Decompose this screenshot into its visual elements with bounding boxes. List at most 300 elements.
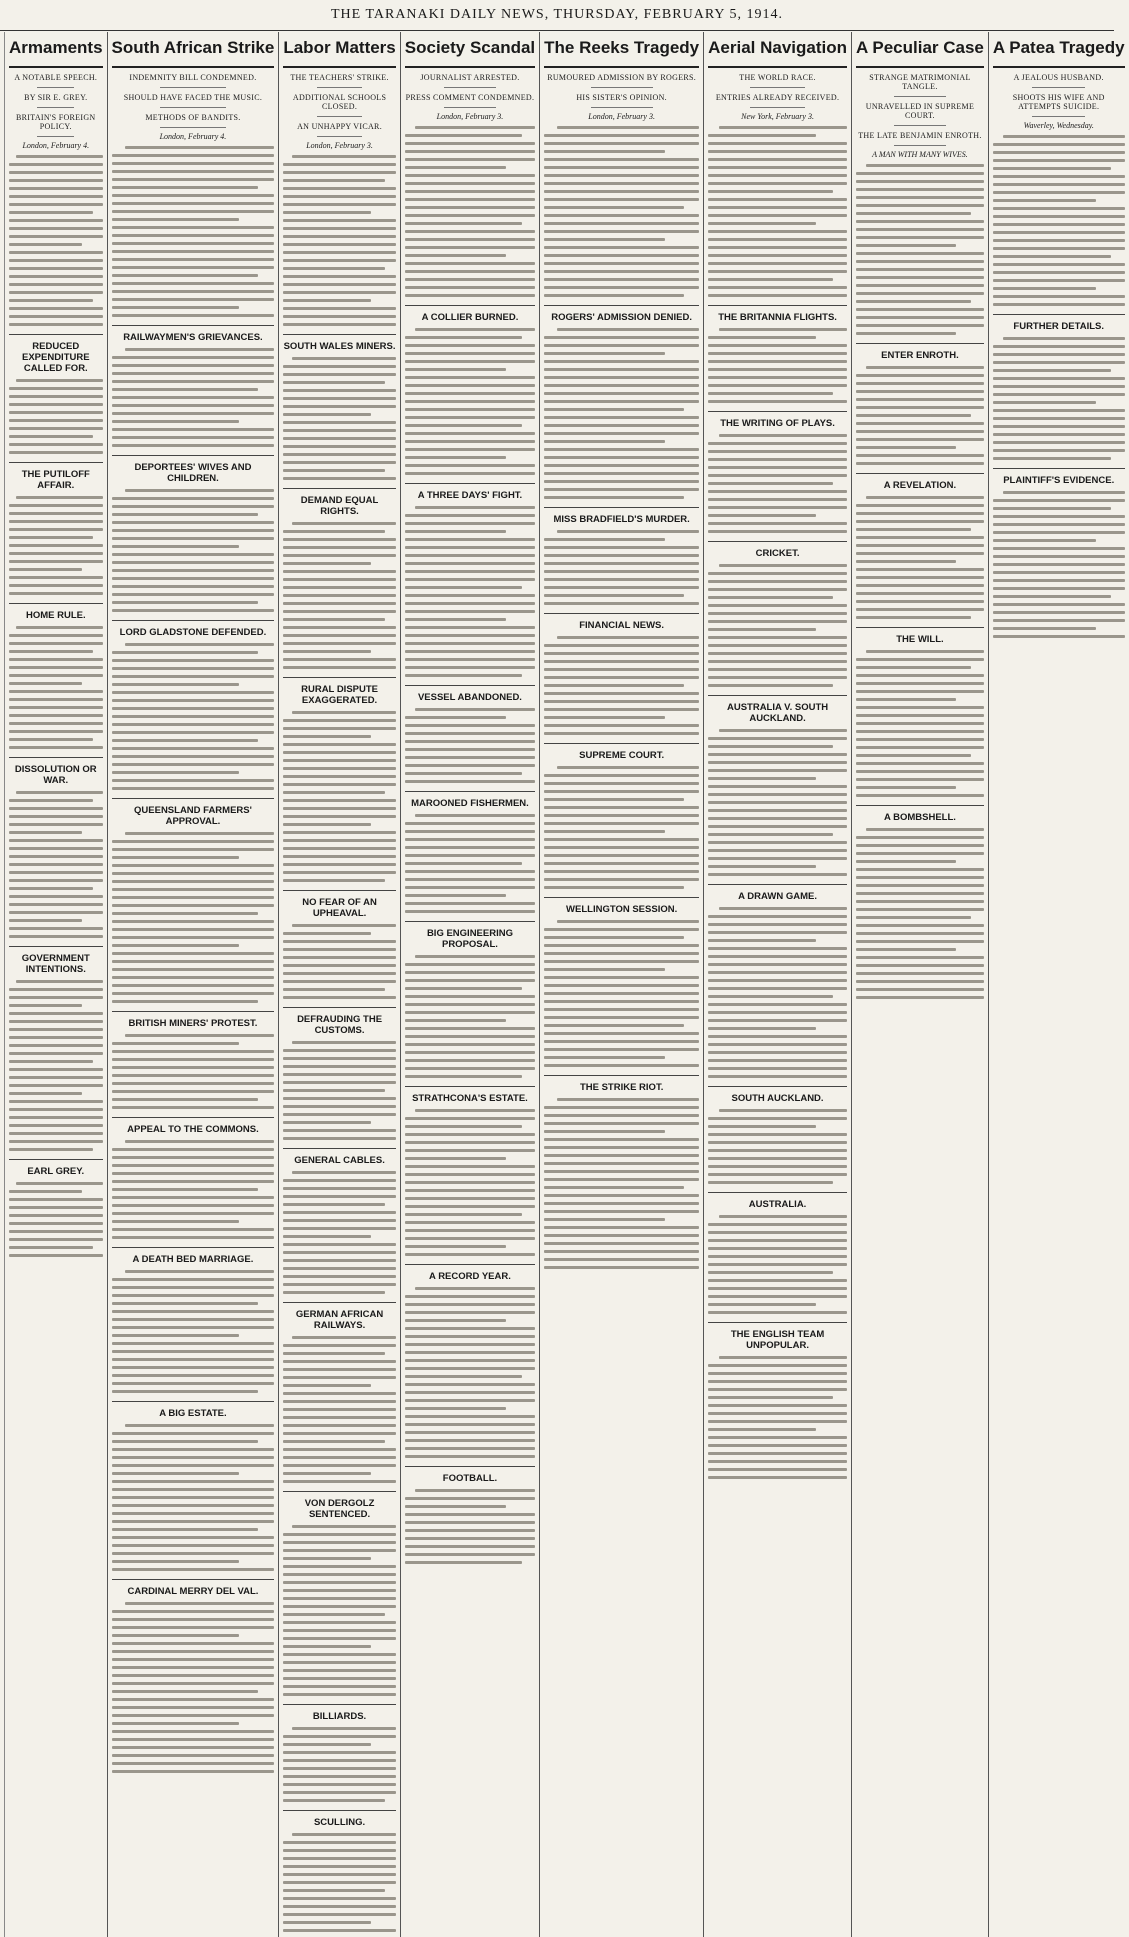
text-line xyxy=(9,592,103,595)
text-line xyxy=(544,928,699,931)
text-line xyxy=(283,1432,395,1435)
text-line xyxy=(405,756,535,759)
text-line xyxy=(283,195,395,198)
text-line xyxy=(125,1270,275,1273)
text-line xyxy=(708,482,833,485)
text-line xyxy=(405,134,522,137)
text-line xyxy=(112,880,275,883)
section-heading: LORD GLADSTONE DEFENDED. xyxy=(112,620,275,638)
text-line xyxy=(708,278,833,281)
text-line xyxy=(708,1059,847,1062)
text-line xyxy=(993,271,1125,274)
text-line xyxy=(544,1266,699,1269)
text-line xyxy=(544,416,699,419)
text-line xyxy=(112,1164,275,1167)
text-line xyxy=(405,1423,535,1426)
text-line xyxy=(292,1727,395,1730)
text-line xyxy=(708,392,833,395)
text-line xyxy=(993,571,1125,574)
article-body xyxy=(856,164,984,335)
text-line xyxy=(708,174,847,177)
article-body xyxy=(708,907,847,1078)
text-line xyxy=(856,844,984,847)
text-line xyxy=(544,464,699,467)
text-line xyxy=(9,267,103,270)
text-line xyxy=(9,427,103,430)
text-line xyxy=(544,344,699,347)
text-line xyxy=(405,1351,535,1354)
text-line xyxy=(9,1020,103,1023)
text-line xyxy=(112,436,275,439)
article-body xyxy=(283,1336,395,1483)
text-line xyxy=(405,1253,535,1256)
text-line xyxy=(993,279,1125,282)
text-line xyxy=(283,1187,395,1190)
text-line xyxy=(405,1067,535,1070)
text-line xyxy=(405,1415,535,1418)
text-line xyxy=(544,798,683,801)
text-line xyxy=(283,1472,371,1475)
text-line xyxy=(856,374,984,377)
text-line xyxy=(283,1195,395,1198)
text-line xyxy=(9,1206,103,1209)
text-line xyxy=(112,1432,275,1435)
text-line xyxy=(112,1294,275,1297)
text-line xyxy=(708,270,847,273)
text-line xyxy=(283,461,395,464)
article-body xyxy=(112,146,275,317)
text-line xyxy=(856,260,984,263)
text-line xyxy=(708,628,816,631)
text-line xyxy=(9,520,103,523)
text-line xyxy=(283,1384,371,1387)
text-line xyxy=(405,1205,535,1208)
text-line xyxy=(993,385,1125,388)
text-line xyxy=(112,1172,275,1175)
text-line xyxy=(405,1149,535,1152)
text-line xyxy=(112,1512,275,1515)
text-line xyxy=(112,1568,275,1571)
text-line xyxy=(9,1140,103,1143)
text-line xyxy=(283,453,395,456)
text-line xyxy=(856,584,984,587)
text-line xyxy=(708,254,847,257)
text-line xyxy=(544,960,699,963)
section-heading: A DRAWN GAME. xyxy=(708,884,847,902)
text-line xyxy=(856,212,971,215)
text-line xyxy=(708,1476,847,1479)
text-line xyxy=(405,650,535,653)
text-line xyxy=(9,879,103,882)
article-body xyxy=(112,348,275,447)
text-line xyxy=(112,1714,275,1717)
article-subhead: ENTRIES ALREADY RECEIVED. xyxy=(715,93,840,102)
article-headline: Aerial Navigation xyxy=(708,32,847,68)
text-line xyxy=(993,215,1125,218)
text-line xyxy=(708,963,847,966)
text-line xyxy=(112,1098,259,1101)
text-line xyxy=(283,1661,395,1664)
text-line xyxy=(283,1081,395,1084)
text-line xyxy=(405,1229,535,1232)
text-line xyxy=(112,1000,259,1003)
text-line xyxy=(993,449,1125,452)
text-line xyxy=(9,1148,93,1151)
text-line xyxy=(544,594,683,597)
article-body xyxy=(708,126,847,297)
text-line xyxy=(544,668,699,671)
text-line xyxy=(405,166,507,169)
text-line xyxy=(405,214,535,217)
section-heading: A THREE DAYS' FIGHT. xyxy=(405,483,535,501)
text-line xyxy=(9,714,103,717)
text-line xyxy=(856,738,984,741)
text-line xyxy=(719,1356,847,1359)
text-line xyxy=(283,445,395,448)
section-heading: RURAL DISPUTE EXAGGERATED. xyxy=(283,677,395,706)
text-line xyxy=(405,424,522,427)
text-line xyxy=(9,1238,103,1241)
article-column xyxy=(278,32,399,1937)
text-line xyxy=(283,1929,395,1932)
text-line xyxy=(856,276,984,279)
text-line xyxy=(993,223,1125,226)
text-line xyxy=(856,520,984,523)
text-line xyxy=(708,490,847,493)
text-line xyxy=(544,846,699,849)
text-line xyxy=(283,996,395,999)
text-line xyxy=(9,895,103,898)
text-line xyxy=(112,699,275,702)
text-line xyxy=(283,751,395,754)
text-line xyxy=(405,1003,535,1006)
text-line xyxy=(405,562,535,565)
text-line xyxy=(9,299,93,302)
text-line xyxy=(112,282,275,285)
text-line xyxy=(112,1326,275,1329)
section-heading: PLAINTIFF'S EVIDENCE. xyxy=(993,468,1125,486)
text-line xyxy=(283,1653,395,1656)
text-line xyxy=(544,814,699,817)
text-line xyxy=(9,1198,103,1201)
divider xyxy=(444,107,496,108)
text-line xyxy=(993,191,1125,194)
text-line xyxy=(405,1035,535,1038)
text-line xyxy=(544,440,665,443)
text-line xyxy=(112,569,275,572)
text-line xyxy=(544,952,699,955)
text-line xyxy=(405,838,535,841)
text-line xyxy=(405,238,535,241)
section-heading: SCULLING. xyxy=(283,1810,395,1828)
text-line xyxy=(708,1303,816,1306)
text-line xyxy=(283,179,384,182)
text-line xyxy=(9,1254,103,1257)
text-line xyxy=(405,658,535,661)
section-heading: CARDINAL MERRY DEL VAL. xyxy=(112,1579,275,1597)
text-line xyxy=(405,570,535,573)
text-line xyxy=(9,1012,103,1015)
text-line xyxy=(708,214,847,217)
article-subhead: AN UNHAPPY VICAR. xyxy=(297,122,382,131)
text-line xyxy=(283,1783,395,1786)
text-line xyxy=(708,1452,847,1455)
text-line xyxy=(283,1360,395,1363)
text-line xyxy=(544,732,699,735)
article-column xyxy=(703,32,851,1937)
text-line xyxy=(283,594,395,597)
text-line xyxy=(415,814,535,817)
dateline: A MAN WITH MANY WIVES. xyxy=(872,150,968,159)
text-line xyxy=(9,568,82,571)
text-line xyxy=(112,1464,275,1467)
text-line xyxy=(405,392,535,395)
text-line xyxy=(112,1690,259,1693)
text-line xyxy=(708,857,847,860)
text-line xyxy=(112,928,275,931)
section-heading: MISS BRADFIELD'S MURDER. xyxy=(544,507,699,525)
text-line xyxy=(9,235,103,238)
text-line xyxy=(708,1223,847,1226)
article-body xyxy=(283,711,395,882)
text-line xyxy=(283,1480,395,1483)
text-line xyxy=(708,939,816,942)
text-line xyxy=(708,761,847,764)
text-line xyxy=(283,634,395,637)
text-line xyxy=(283,299,371,302)
text-line xyxy=(112,707,275,710)
text-line xyxy=(112,1472,239,1475)
section-heading: A BIG ESTATE. xyxy=(112,1401,275,1419)
text-line xyxy=(708,1420,847,1423)
text-line xyxy=(544,806,699,809)
text-line xyxy=(993,175,1125,178)
article-body xyxy=(283,1727,395,1802)
text-line xyxy=(405,963,535,966)
text-line xyxy=(283,1767,395,1770)
text-line xyxy=(405,554,535,557)
text-line xyxy=(112,912,259,915)
text-line xyxy=(993,507,1111,510)
text-line xyxy=(16,155,102,158)
text-line xyxy=(405,198,535,201)
text-line xyxy=(708,801,847,804)
text-line xyxy=(283,477,395,480)
article-subhead: SHOULD HAVE FACED THE MUSIC. xyxy=(123,93,263,102)
text-line xyxy=(405,1561,522,1564)
divider xyxy=(160,127,225,128)
article-headline: A Peculiar Case xyxy=(856,32,984,68)
text-line xyxy=(708,1247,847,1250)
text-line xyxy=(544,1000,699,1003)
text-line xyxy=(993,353,1125,356)
text-line xyxy=(283,1057,395,1060)
text-line xyxy=(415,1109,535,1112)
text-line xyxy=(405,464,535,467)
text-line xyxy=(708,134,816,137)
text-line xyxy=(292,357,395,360)
article-body xyxy=(9,626,103,749)
text-line xyxy=(544,554,699,557)
section-heading: QUEENSLAND FARMERS' APPROVAL. xyxy=(112,798,275,827)
divider xyxy=(37,136,74,137)
text-line xyxy=(283,389,395,392)
text-line xyxy=(112,1730,275,1733)
text-line xyxy=(9,706,103,709)
text-line xyxy=(283,618,384,621)
text-line xyxy=(112,1698,275,1701)
section-heading: A REVELATION. xyxy=(856,473,984,491)
text-line xyxy=(9,576,103,579)
text-line xyxy=(283,1137,395,1140)
text-line xyxy=(405,1075,522,1078)
text-line xyxy=(112,1236,275,1239)
text-line xyxy=(708,1444,847,1447)
text-line xyxy=(283,1621,395,1624)
text-line xyxy=(544,262,699,265)
article-body xyxy=(112,1034,275,1109)
text-line xyxy=(283,1179,395,1182)
text-line xyxy=(9,1044,103,1047)
text-line xyxy=(9,291,103,294)
text-line xyxy=(283,1344,395,1347)
text-line xyxy=(544,562,699,565)
text-line xyxy=(112,944,239,947)
article-subhead: A JEALOUS HUSBAND. xyxy=(1013,73,1104,82)
text-line xyxy=(405,1455,535,1458)
text-line xyxy=(856,948,956,951)
text-line xyxy=(283,879,384,882)
text-line xyxy=(283,1759,395,1762)
text-line xyxy=(112,1106,275,1109)
text-line xyxy=(544,1170,699,1173)
text-line xyxy=(9,847,103,850)
article-subhead: THE LATE BENJAMIN ENROTH. xyxy=(858,131,982,140)
text-line xyxy=(112,1658,275,1661)
text-line xyxy=(283,1677,395,1680)
text-line xyxy=(544,676,699,679)
text-line xyxy=(283,759,395,762)
text-line xyxy=(292,1833,395,1836)
article-body xyxy=(9,496,103,595)
text-line xyxy=(544,1040,699,1043)
text-line xyxy=(557,126,700,129)
dateline: London, February 3. xyxy=(588,112,655,121)
text-line xyxy=(9,1116,103,1119)
text-line xyxy=(708,1271,833,1274)
section-heading: GERMAN AFRICAN RAILWAYS. xyxy=(283,1302,395,1331)
text-line xyxy=(856,188,984,191)
text-line xyxy=(993,143,1125,146)
text-line xyxy=(9,642,103,645)
text-line xyxy=(9,395,103,398)
article-body xyxy=(708,328,847,403)
text-line xyxy=(405,1237,535,1240)
text-line xyxy=(557,530,700,533)
text-line xyxy=(708,1125,816,1128)
text-line xyxy=(283,1889,384,1892)
text-line xyxy=(708,849,847,852)
text-line xyxy=(405,724,535,727)
text-line xyxy=(112,787,275,790)
text-line xyxy=(125,643,275,646)
text-line xyxy=(544,838,699,841)
section-heading: DISSOLUTION OR WAR. xyxy=(9,757,103,786)
text-line xyxy=(544,254,699,257)
article-column xyxy=(851,32,988,1937)
text-line xyxy=(856,836,984,839)
text-line xyxy=(708,817,847,820)
text-line xyxy=(283,323,395,326)
text-line xyxy=(708,737,847,740)
text-line xyxy=(405,626,535,629)
text-line xyxy=(283,666,395,669)
text-line xyxy=(112,266,275,269)
text-line xyxy=(405,142,535,145)
text-line xyxy=(708,530,847,533)
text-line xyxy=(708,150,847,153)
text-line xyxy=(283,1211,395,1214)
text-line xyxy=(708,344,847,347)
text-line xyxy=(544,1258,699,1261)
text-line xyxy=(405,1141,535,1144)
text-line xyxy=(856,568,984,571)
text-line xyxy=(112,1220,239,1223)
text-line xyxy=(544,352,665,355)
text-line xyxy=(544,174,699,177)
article-headline: Labor Matters xyxy=(283,32,395,68)
text-line xyxy=(283,1368,395,1371)
text-line xyxy=(856,908,984,911)
text-line xyxy=(708,1173,847,1176)
text-line xyxy=(283,243,395,246)
text-line xyxy=(708,931,847,934)
text-line xyxy=(708,182,847,185)
text-line xyxy=(112,848,275,851)
text-line xyxy=(405,1027,535,1030)
text-line xyxy=(112,1682,275,1685)
dateline: London, February 3. xyxy=(306,141,373,150)
text-line xyxy=(708,1412,847,1415)
text-line xyxy=(856,560,956,563)
text-line xyxy=(708,1295,847,1298)
text-line xyxy=(125,146,275,149)
text-line xyxy=(9,171,103,174)
text-line xyxy=(405,902,535,905)
text-line xyxy=(283,267,384,270)
text-line xyxy=(1003,135,1124,138)
text-line xyxy=(544,1106,699,1109)
text-line xyxy=(9,451,103,454)
section-heading: GENERAL CABLES. xyxy=(283,1148,395,1166)
text-line xyxy=(9,315,103,318)
text-line xyxy=(283,610,395,613)
article-body xyxy=(708,564,847,687)
text-line xyxy=(112,968,275,971)
text-line xyxy=(993,207,1125,210)
text-line xyxy=(283,1581,395,1584)
text-line xyxy=(283,1400,395,1403)
text-line xyxy=(112,372,275,375)
text-line xyxy=(283,373,395,376)
text-line xyxy=(856,860,956,863)
text-line xyxy=(283,283,395,286)
text-line xyxy=(125,348,275,351)
text-line xyxy=(708,777,816,780)
section-heading: THE WRITING OF PLAYS. xyxy=(708,411,847,429)
text-line xyxy=(856,714,984,717)
text-line xyxy=(993,611,1125,614)
